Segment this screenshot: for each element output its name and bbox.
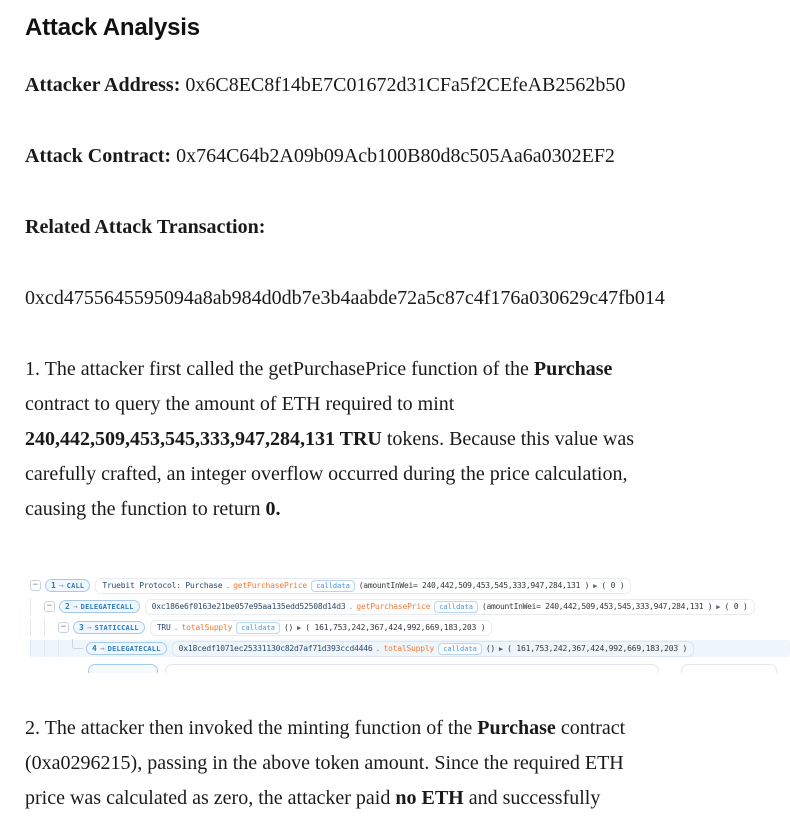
call-args: (): [284, 623, 294, 632]
attack-contract-value: 0x764C64b2A09b09Acb100B80d8c505Aa6a0302EF2: [176, 145, 615, 167]
tree-elbow: [72, 639, 83, 649]
p1-line5-text: causing the function to return: [25, 498, 266, 520]
collapse-icon: −: [44, 601, 55, 612]
indent-guide: [44, 640, 58, 657]
call-type-badge: 2 → DELEGATECALL: [59, 600, 140, 613]
return-value: ( 161,753,242,367,424,992,669,183,203 ): [305, 623, 486, 632]
transaction-hash: 0xcd4755645595094a8ab984d0db7e3b4aabde72a5c87c4f176a030629c47fb014: [25, 287, 665, 309]
truncated-badge: [88, 664, 158, 673]
collapse-icon: −: [30, 580, 41, 591]
truncated-trace-row: [25, 664, 790, 673]
call-args: (amountInWei= 240,442,509,453,545,333,947,284,131 ): [358, 581, 590, 590]
play-icon: ▶: [593, 581, 598, 590]
truncated-return: [681, 664, 777, 673]
p2-line3-tail: and successfully: [463, 787, 601, 809]
arrow-icon: →: [99, 644, 105, 653]
trace-row-2: − 2 → DELEGATECALL 0xc186e6f0163e21be057e95aa135edd52508d14d3 . getPurchasePrice calldata (amountInWei= 240,442,509,453,545,333,947,284,131 ) ▶ ( 0 ): [30, 598, 790, 615]
call-trace-screenshot: [25, 573, 790, 673]
attacker-address-label: Attacker Address:: [25, 74, 181, 96]
calldata-badge: calldata: [434, 601, 478, 613]
function-name: totalSupply: [181, 623, 233, 632]
arrow-icon: →: [58, 581, 64, 590]
p1-bold-zero: 0.: [265, 498, 281, 520]
trace-row-4: 4 → DELEGATECALL 0x18cedf1071ec25331130c82d7af71d393ccd4446 . totalSupply calldata () ▶ ( 161,753,242,367,424,992,669,183,203 ): [30, 640, 790, 657]
call-type-badge: 1 → CALL: [45, 579, 90, 592]
p2-line1-text: 2. The attacker then invoked the minting function of the: [25, 717, 478, 739]
return-value: ( 0 ): [601, 581, 625, 590]
indent-guide: [30, 598, 44, 615]
calldata-badge: calldata: [236, 622, 280, 634]
contract-name: TRU: [156, 623, 171, 632]
collapse-icon: −: [58, 622, 69, 633]
p1-bold-purchase: Purchase: [533, 358, 613, 380]
call-args: (amountInWei= 240,442,509,453,545,333,947,284,131 ): [481, 602, 713, 611]
play-icon: ▶: [498, 644, 504, 653]
p1-line1-text: 1. The attacker first called the getPurchasePrice function of the: [25, 358, 534, 380]
p1-line2-text: contract to query the amount of ETH required to mint: [25, 393, 455, 415]
p2-bold-purchase: Purchase: [477, 717, 556, 739]
play-icon: ▶: [297, 623, 302, 632]
p1-line4-text: carefully crafted, an integer overflow occurred during the price calculation,: [25, 463, 628, 485]
related-transaction-row: [25, 210, 765, 245]
contract-name: Truebit Protocol: Purchase: [102, 581, 223, 590]
trace-row-1: − 1 → CALL Truebit Protocol: Purchase . getPurchasePrice calldata (amountInWei= 240,442,509,453,545,333,947,284,131 ) ▶ ( 0 ): [30, 577, 790, 594]
call-type-badge: 3 → STATICCALL: [73, 621, 145, 634]
paragraph-1: [25, 352, 765, 527]
contract-address: 0xc186e6f0163e21be057e95aa135edd52508d14d3: [151, 602, 346, 611]
attacker-address-row: [25, 68, 765, 103]
contract-address: 0x18cedf1071ec25331130c82d7af71d393ccd4446: [178, 644, 373, 653]
indent-guide: [58, 640, 72, 657]
calldata-badge: calldata: [311, 580, 355, 592]
p1-bold-amount: 240,442,509,453,545,333,947,284,131 TRU: [25, 428, 382, 450]
function-name: getPurchasePrice: [356, 602, 431, 611]
p2-line1-tail: contract: [555, 717, 626, 739]
function-name: totalSupply: [383, 644, 435, 653]
arrow-icon: →: [72, 602, 78, 611]
paragraph-2: [25, 711, 765, 816]
arrow-icon: →: [86, 623, 92, 632]
trace-row-3: − 3 → STATICCALL TRU . totalSupply calldata () ▶ ( 161,753,242,367,424,992,669,183,203 ): [30, 619, 790, 636]
indent-guide: [44, 619, 58, 636]
related-transaction-label: Related Attack Transaction:: [25, 216, 266, 238]
function-name: getPurchasePrice: [233, 581, 308, 590]
calldata-badge: calldata: [438, 643, 482, 655]
call-type-badge: 4 → DELEGATECALL: [86, 642, 167, 655]
call-args: (): [485, 644, 495, 653]
play-icon: ▶: [716, 602, 721, 611]
indent-guide: [30, 619, 44, 636]
p1-line3-text: tokens. Because this value was: [381, 428, 635, 450]
truncated-content: [165, 664, 659, 673]
return-value: ( 161,753,242,367,424,992,669,183,203 ): [507, 644, 688, 653]
p2-bold-no-eth: no ETH: [395, 787, 464, 809]
attack-contract-row: [25, 139, 765, 174]
return-value: ( 0 ): [724, 602, 748, 611]
indent-guide: [30, 640, 44, 657]
p2-line3-text: price was calculated as zero, the attacker paid: [25, 787, 396, 809]
p2-line2-text: (0xa0296215), passing in the above token amount. Since the required ETH: [25, 752, 624, 774]
page-title: Attack Analysis: [25, 14, 200, 41]
attacker-address-value: 0x6C8EC8f14bE7C01672d31CFa5f2CEfeAB2562b50: [185, 74, 626, 96]
attack-contract-label: Attack Contract:: [25, 145, 172, 167]
